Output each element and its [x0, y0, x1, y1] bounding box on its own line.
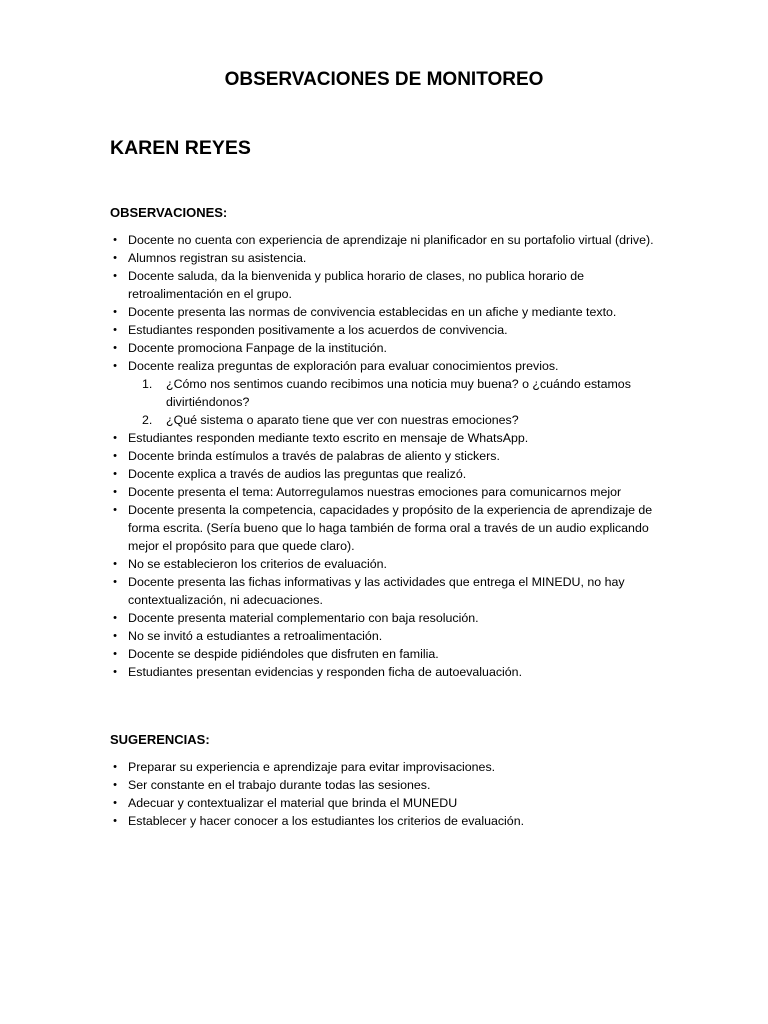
- bullet-icon: •: [113, 815, 117, 827]
- list-item-text: Alumnos registran su asistencia.: [128, 251, 307, 265]
- list-item-text: Estudiantes responden mediante texto escrito en mensaje de WhatsApp.: [128, 431, 529, 445]
- list-item-text: Docente saluda, da la bienvenida y publica horario de clases, no publica horario de retroalimentación en el grupo.: [128, 269, 584, 301]
- list-item: [113, 627, 668, 645]
- list-item-text: Docente presenta material complementario con baja resolución.: [128, 611, 479, 625]
- list-item-text: Estudiantes responden positivamente a los acuerdos de convivencia.: [128, 323, 508, 337]
- observations-list: [113, 231, 668, 681]
- list-item-text: Docente promociona Fanpage de la institución.: [128, 341, 387, 355]
- bullet-icon: •: [113, 558, 117, 570]
- list-item-text: Docente no cuenta con experiencia de aprendizaje ni planificador en su portafolio virtual (drive).: [128, 233, 654, 247]
- list-item: [113, 663, 668, 681]
- bullet-icon: •: [113, 630, 117, 642]
- list-item-text: No se invitó a estudiantes a retroalimentación.: [128, 629, 383, 643]
- list-item: [113, 794, 668, 812]
- bullet-icon: •: [113, 432, 117, 444]
- list-item: [113, 249, 668, 267]
- list-item-text: Ser constante en el trabajo durante todas las sesiones.: [128, 778, 431, 792]
- list-item: [113, 303, 668, 321]
- bullet-icon: •: [113, 324, 117, 336]
- bullet-icon: •: [113, 797, 117, 809]
- bullet-icon: •: [113, 342, 117, 354]
- numbered-item: [142, 375, 668, 411]
- bullet-icon: •: [113, 576, 117, 588]
- numbered-item-text: ¿Cómo nos sentimos cuando recibimos una noticia muy buena? o ¿cuándo estamos divirtiéndonos?: [166, 377, 631, 409]
- list-item-text: Establecer y hacer conocer a los estudiantes los criterios de evaluación.: [128, 814, 525, 828]
- list-item-text: No se establecieron los criterios de evaluación.: [128, 557, 387, 571]
- list-item: [113, 812, 668, 830]
- bullet-icon: •: [113, 468, 117, 480]
- list-item-text: Docente presenta el tema: Autorregulamos nuestras emociones para comunicarnos mejor: [128, 485, 622, 499]
- exploration-questions-list: [128, 375, 668, 429]
- numbered-item: [142, 411, 668, 429]
- person-name: KAREN REYES: [110, 137, 251, 159]
- list-item: [113, 776, 668, 794]
- bullet-icon: •: [113, 504, 117, 516]
- list-item-text: Docente se despide pidiéndoles que disfruten en familia.: [128, 647, 439, 661]
- bullet-icon: •: [113, 761, 117, 773]
- observations-heading: OBSERVACIONES:: [110, 205, 228, 220]
- list-item-text: Docente brinda estímulos a través de palabras de aliento y stickers.: [128, 449, 500, 463]
- list-item: [113, 573, 668, 609]
- list-item-text: Adecuar y contextualizar el material que brinda el MUNEDU: [128, 796, 458, 810]
- list-item: [113, 555, 668, 573]
- list-item-text: Docente explica a través de audios las preguntas que realizó.: [128, 467, 467, 481]
- list-item: [113, 429, 668, 447]
- document-title: OBSERVACIONES DE MONITOREO: [224, 69, 544, 90]
- bullet-icon: •: [113, 779, 117, 791]
- bullet-icon: •: [113, 234, 117, 246]
- bullet-icon: •: [113, 252, 117, 264]
- list-item: [113, 447, 668, 465]
- list-item: [113, 321, 668, 339]
- list-item-text: Docente presenta la competencia, capacidades y propósito de la experiencia de aprendizaje de forma escrita. (Sería bueno que lo haga también de forma oral a través de un audio explicando mejor el propósito para que quede claro).: [128, 503, 653, 553]
- item-number: 2.: [142, 413, 153, 427]
- list-item: [113, 609, 668, 627]
- list-item: [113, 231, 668, 249]
- bullet-icon: •: [113, 666, 117, 678]
- list-item: [113, 267, 668, 303]
- list-item: [113, 357, 668, 429]
- bullet-icon: •: [113, 360, 117, 372]
- item-number: 1.: [142, 377, 153, 391]
- bullet-icon: •: [113, 450, 117, 462]
- bullet-icon: •: [113, 306, 117, 318]
- list-item: [113, 501, 668, 555]
- list-item-text: Docente presenta las normas de convivencia establecidas en un afiche y mediante texto.: [128, 305, 617, 319]
- bullet-icon: •: [113, 270, 117, 282]
- list-item-text: Docente presenta las fichas informativas y las actividades que entrega el MINEDU, no hay contextualización, ni adecuaciones.: [128, 575, 625, 607]
- numbered-item-text: ¿Qué sistema o aparato tiene que ver con nuestras emociones?: [166, 413, 519, 427]
- list-item: [113, 465, 668, 483]
- list-item: [113, 483, 668, 501]
- list-item: [113, 645, 668, 663]
- bullet-icon: •: [113, 648, 117, 660]
- list-item-text: Preparar su experiencia e aprendizaje para evitar improvisaciones.: [128, 760, 496, 774]
- suggestions-list: [113, 758, 668, 830]
- list-item: [113, 758, 668, 776]
- list-item-text: Estudiantes presentan evidencias y responden ficha de autoevaluación.: [128, 665, 523, 679]
- bullet-icon: •: [113, 612, 117, 624]
- list-item-text: Docente realiza preguntas de exploración para evaluar conocimientos previos.: [128, 359, 559, 373]
- bullet-icon: •: [113, 486, 117, 498]
- list-item: [113, 339, 668, 357]
- suggestions-heading: SUGERENCIAS:: [110, 732, 210, 747]
